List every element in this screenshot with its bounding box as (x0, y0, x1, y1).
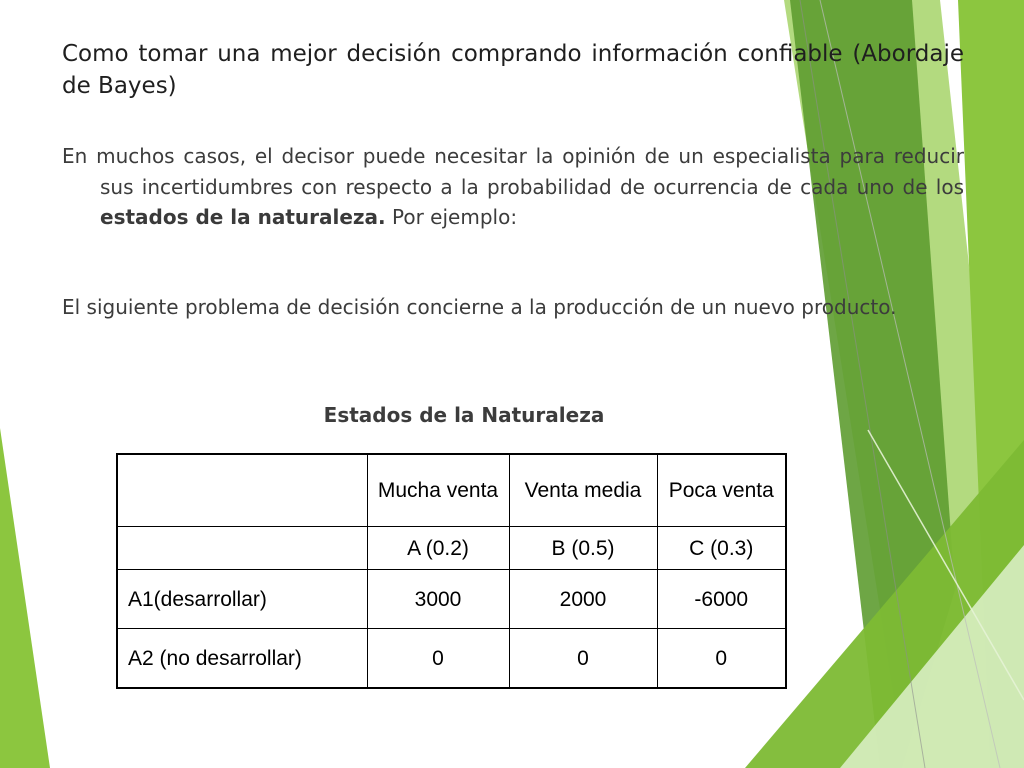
table-cell: 2000 (509, 570, 657, 629)
paragraph-specialist-emphasis: estados de la naturaleza. (100, 205, 386, 229)
table-cell: 3000 (367, 570, 509, 629)
table-header-cell: Venta media (509, 454, 657, 527)
paragraph-specialist (62, 141, 964, 233)
table-cell: 0 (509, 629, 657, 689)
table-probability-row (117, 527, 786, 570)
table-probability-cell: A (0.2) (367, 527, 509, 570)
table-probability-cell: B (0.5) (509, 527, 657, 570)
decision-table (116, 453, 787, 689)
table-cell: 0 (367, 629, 509, 689)
paragraph-specialist-text: En muchos casos, el decisor puede necesitar la opinión de un especialista para reducir sus incertidumbres con respecto a la probabilidad de ocurrencia de cada uno de los (62, 144, 964, 199)
left-triangle-shape (0, 428, 50, 768)
table-corner-cell (117, 454, 367, 527)
paragraph-problem: El siguiente problema de decisión concierne a la producción de un nuevo producto. (62, 295, 897, 319)
table-empty-cell (117, 527, 367, 570)
table-row-label: A1(desarrollar) (117, 570, 367, 629)
slide-title: Como tomar una mejor decisión comprando información confiable (Abordaje de Bayes) (62, 41, 964, 99)
table-row-label: A2 (no desarrollar) (117, 629, 367, 689)
table-row (117, 570, 786, 629)
paragraph-specialist-ending: Por ejemplo: (385, 205, 518, 229)
table-header-cell: Mucha venta (367, 454, 509, 527)
table-probability-cell: C (0.3) (657, 527, 786, 570)
table-cell: -6000 (657, 570, 786, 629)
table-cell: 0 (657, 629, 786, 689)
table-caption: Estados de la Naturaleza (323, 403, 605, 427)
table-header-cell: Poca venta (657, 454, 786, 527)
table-header-row (117, 454, 786, 527)
table-row (117, 629, 786, 689)
